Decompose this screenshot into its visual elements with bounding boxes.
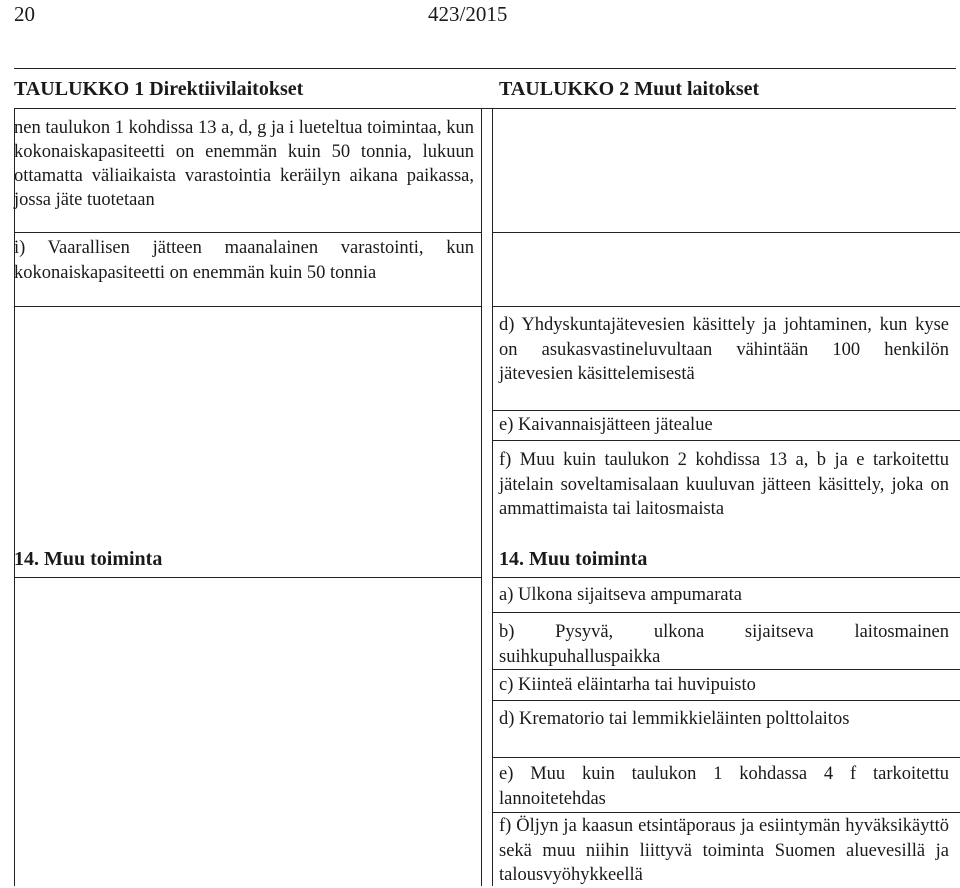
right-row-rule: [492, 306, 960, 307]
right-row-rule: [492, 700, 960, 701]
left-table-right-border: [481, 108, 482, 886]
right-row-rule: [492, 410, 960, 411]
right-section-heading: 14. Muu toiminta: [499, 548, 648, 570]
right-table-left-border: [492, 108, 493, 886]
page-number: 20: [14, 2, 35, 26]
table-header-rule: [14, 108, 956, 109]
right-entry-f: f) Muu kuin taulukon 2 kohdissa 13 a, b ja e tarkoitettu jätelain soveltamisalaan kuuluvan jätteen käsittely, joka on ammattimaista tai laitosmaista: [499, 450, 949, 519]
table-top-rule: [14, 68, 956, 69]
left-row-rule: [14, 306, 481, 307]
left-table-title: TAULUKKO 1 Direktiivilaitokset: [14, 78, 304, 100]
left-section-heading: 14. Muu toiminta: [14, 548, 163, 570]
right-row-rule: [492, 232, 960, 233]
right-row-rule: [492, 440, 960, 441]
left-row-rule: [14, 577, 481, 578]
right-row-rule: [492, 669, 960, 670]
right-table-title: TAULUKKO 2 Muut laitokset: [499, 78, 760, 100]
left-entry-i: i) Vaarallisen jätteen maanalainen varastointi, kun kokonaiskapasiteetti on enemmän kuin 50 tonnia: [14, 238, 474, 283]
right-section-entry-b: b) Pysyvä, ulkona sijaitseva laitosmainen suihkupuhalluspaikka: [499, 622, 949, 667]
right-section-entry-e: e) Muu kuin taulukon 1 kohdassa 4 f tarkoitettu lannoitetehdas: [499, 764, 949, 809]
right-row-rule: [492, 812, 960, 813]
right-section-entry-d: d) Krematorio tai lemmikkieläinten polttolaitos: [499, 709, 850, 729]
right-entry-e: e) Kaivannaisjätteen jätealue: [499, 415, 713, 435]
right-section-entry-c: c) Kiinteä eläintarha tai huvipuisto: [499, 675, 756, 695]
right-entry-d: d) Yhdyskuntajätevesien käsittely ja johtaminen, kun kyse on asukasvastineluvultaan vähintään 100 henkilön jätevesien käsittelemisestä: [499, 315, 949, 384]
left-table-left-border: [14, 108, 15, 886]
right-section-entry-f: f) Öljyn ja kaasun etsintäporaus ja esiintymän hyväksikäyttö sekä muu niihin liittyvä toiminta Suomen aluevesillä ja talousvyöhykkeellä: [499, 816, 949, 885]
right-row-rule: [492, 612, 960, 613]
left-entry-continued: nen taulukon 1 kohdissa 13 a, d, g ja i lueteltua toimintaa, kun kokonaiskapasiteetti on enemmän kuin 50 tonnia, lukuun ottamatta väliaikaista varastointia keräilyn aikana paikassa, jossa jäte tuotetaan: [14, 118, 474, 210]
right-row-rule: [492, 577, 960, 578]
statute-number: 423/2015: [428, 2, 508, 26]
left-row-rule: [14, 232, 481, 233]
right-row-rule: [492, 757, 960, 758]
right-section-entry-a: a) Ulkona sijaitseva ampumarata: [499, 585, 742, 605]
